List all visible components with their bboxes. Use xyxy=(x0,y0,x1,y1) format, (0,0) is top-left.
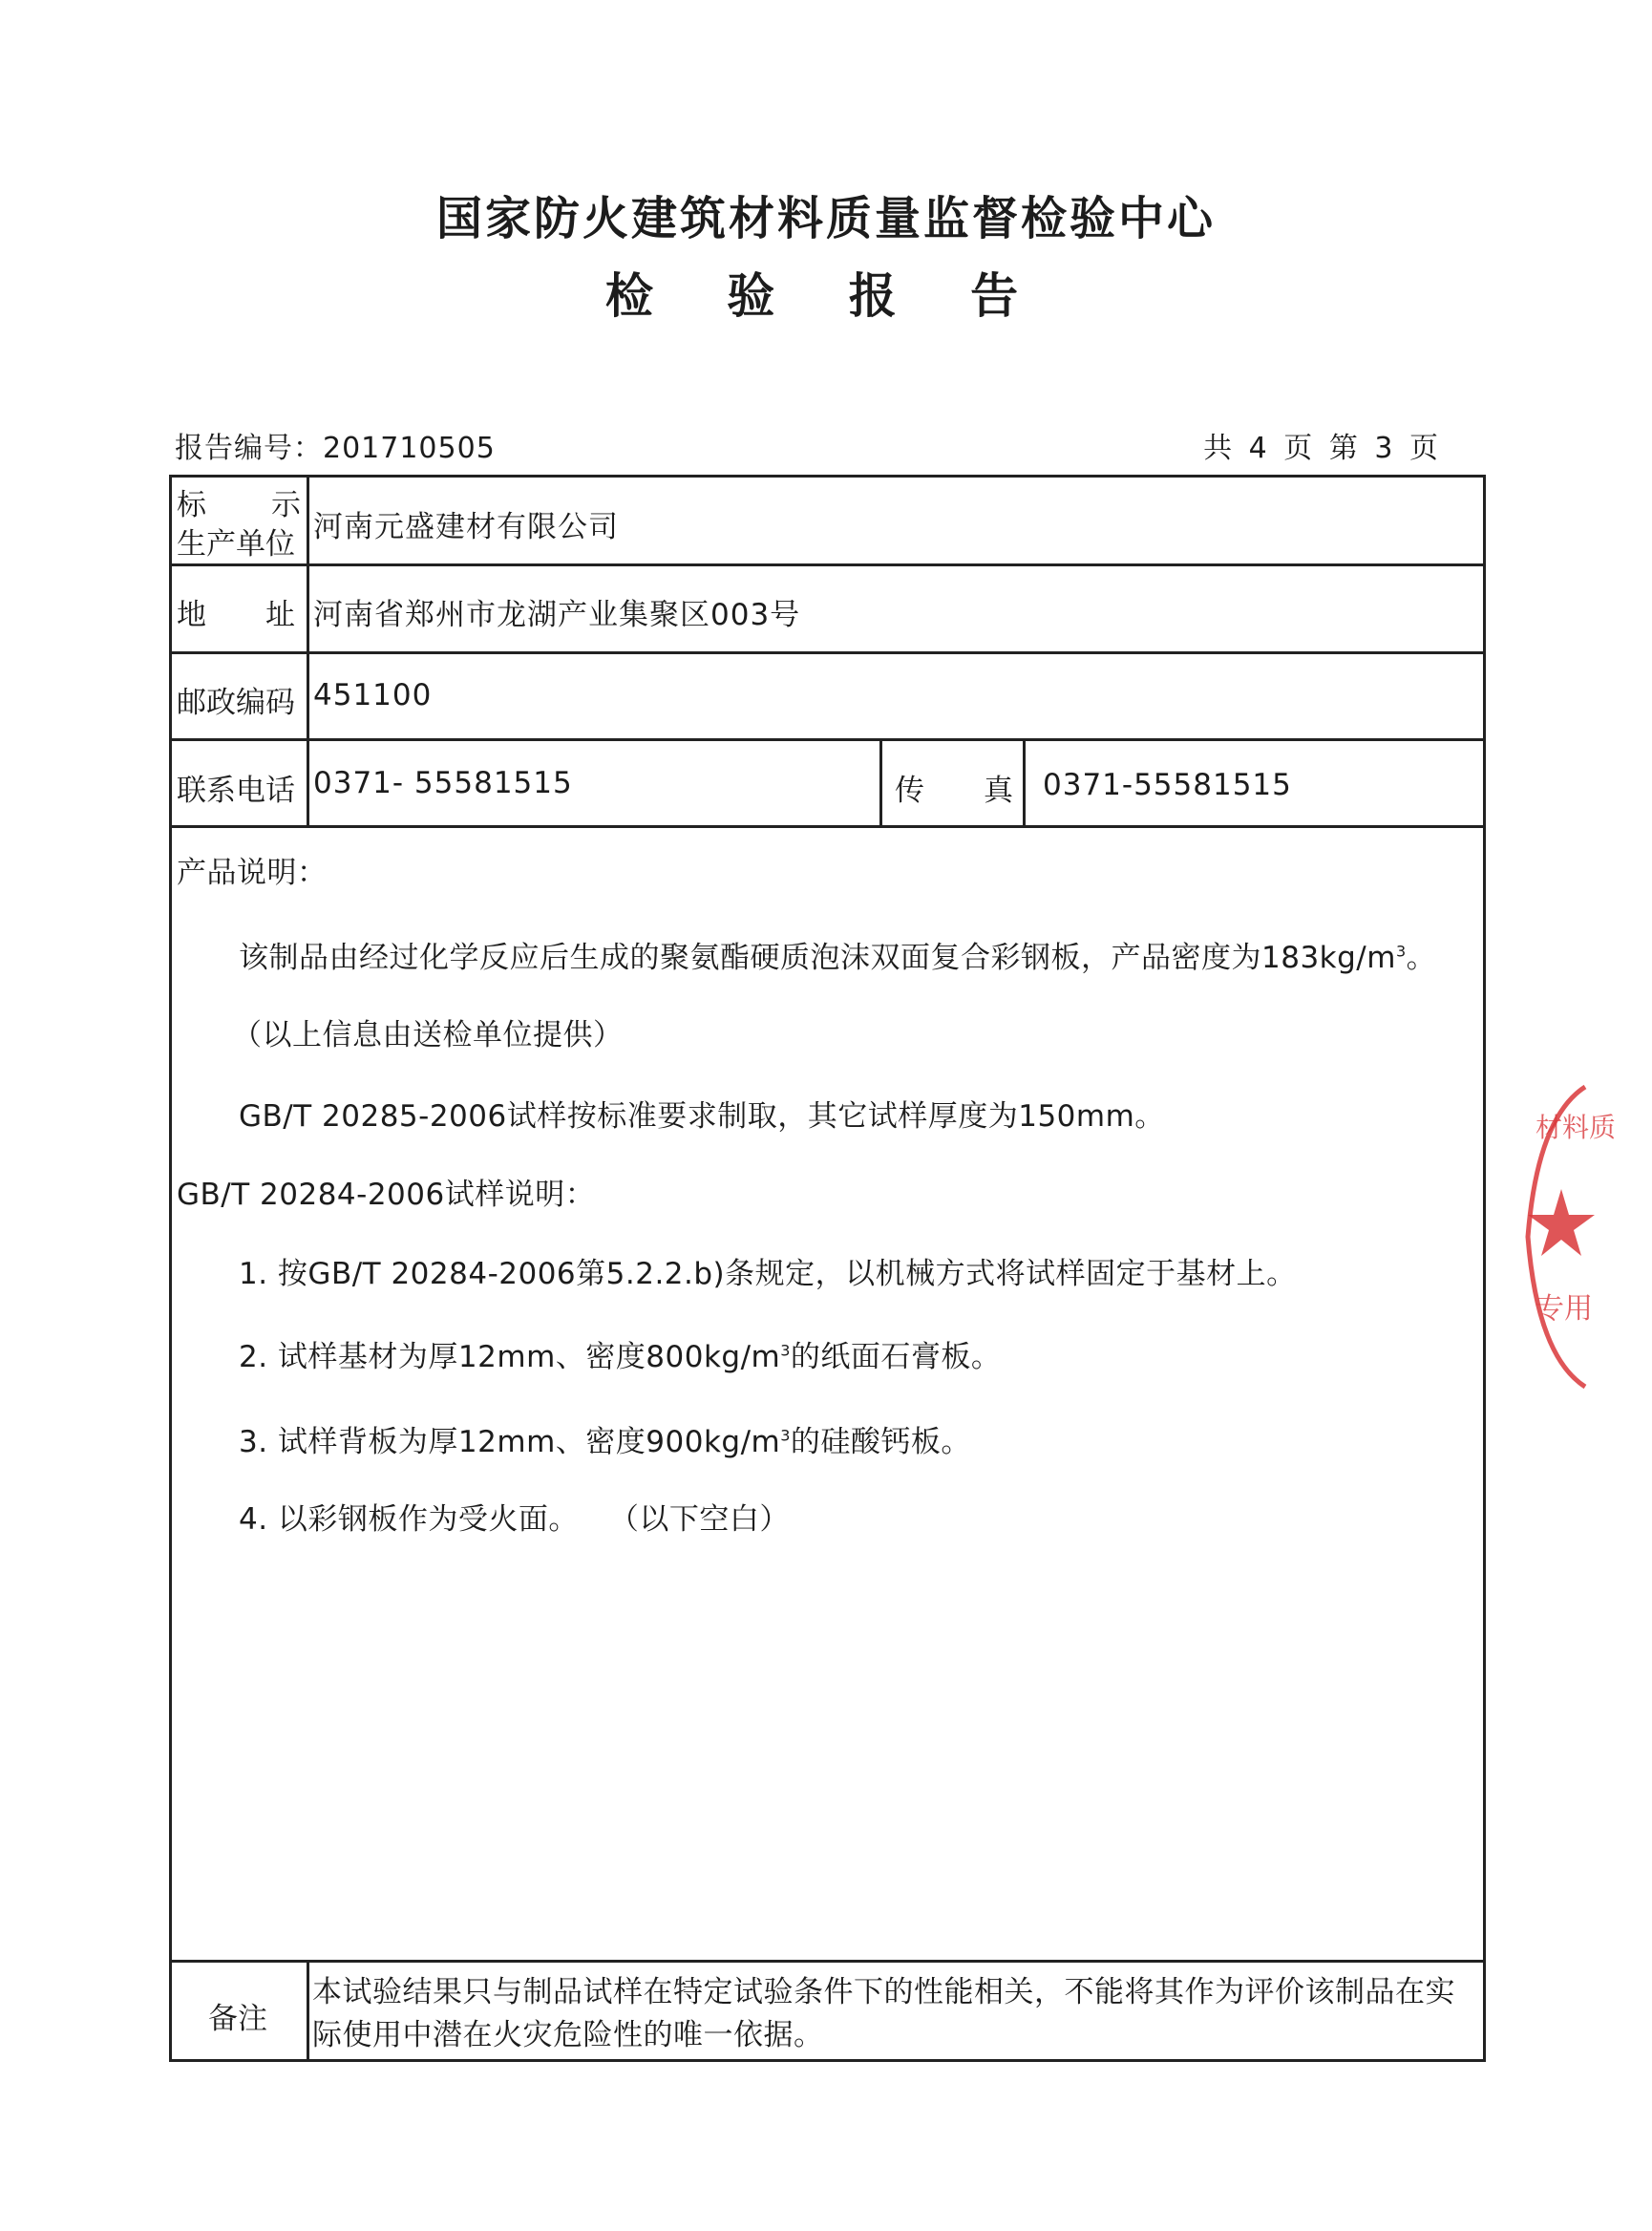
sample-note-1: 1. 按GB/T 20284-2006第5.2.2.b)条规定，以机械方式将试样固定于基材上。 xyxy=(239,1257,1297,1291)
postcode-value: 451100 xyxy=(313,678,433,712)
product-heading: 产品说明： xyxy=(177,856,328,890)
sample-notes-heading: GB/T 20284-2006试样说明： xyxy=(177,1178,596,1212)
table-divider xyxy=(169,738,1486,741)
product-line-3: GB/T 20285-2006试样按标准要求制取，其它试样厚度为150mm。 xyxy=(239,1099,1165,1134)
sample-note-2: 2. 试样基材为厚12mm、密度$800kg/m^3$的纸面石膏板。 xyxy=(239,1340,1002,1374)
table-divider xyxy=(169,825,1486,828)
sample-note-4: 4. 以彩钢板作为受火面。 （以下空白） xyxy=(239,1502,790,1537)
manufacturer-value: 河南元盛建材有限公司 xyxy=(313,510,619,544)
address-value: 河南省郑州市龙湖产业集聚区003号 xyxy=(313,598,801,632)
fax-value: 0371-55581515 xyxy=(1043,768,1292,802)
seal-text-top: 材料质 xyxy=(1536,1112,1617,1143)
label-column-divider xyxy=(307,475,309,825)
product-line-1: 该制品由经过化学反应后生成的聚氨酯硬质泡沫双面复合彩钢板，产品密度为$183kg/m^3$。 xyxy=(239,941,1437,975)
manufacturer-label-line2: 生产单位 xyxy=(177,527,295,562)
phone-label: 联系电话 xyxy=(177,774,295,808)
table-divider xyxy=(169,563,1486,566)
table-divider xyxy=(169,1960,1486,1963)
manufacturer-label-line1: 标 示 xyxy=(177,488,301,522)
remark-column-divider xyxy=(307,1960,309,2062)
postcode-label: 邮政编码 xyxy=(177,686,295,720)
address-label: 地 址 xyxy=(177,598,295,632)
fax-column-divider xyxy=(879,738,882,825)
fax-label: 传 真 xyxy=(895,774,1013,808)
phone-value: 0371- 55581515 xyxy=(313,766,573,800)
report-number: 报告编号：201710505 xyxy=(175,432,496,465)
document-title: 检 验 报 告 xyxy=(604,268,1048,324)
remarks-text: 本试验结果只与制品试样在特定试验条件下的性能相关，不能将其作为评价该制品在实际使用中潜在火灾危险性的唯一依据。 xyxy=(312,1975,1455,2052)
sample-note-3: 3. 试样背板为厚12mm、密度$900kg/m^3$的硅酸钙板。 xyxy=(239,1425,971,1459)
fax-value-divider xyxy=(1023,738,1026,825)
organization-title: 国家防火建筑材料质量监督检验中心 xyxy=(435,192,1216,245)
page-count: 共 4 页 第 3 页 xyxy=(1203,432,1442,465)
seal-text-bottom: 专用 xyxy=(1536,1292,1593,1326)
table-divider xyxy=(169,651,1486,654)
seal-star-icon xyxy=(1528,1189,1595,1256)
official-seal-stamp xyxy=(1518,1079,1617,1394)
product-line-2: （以上信息由送检单位提供） xyxy=(232,1018,624,1052)
remarks-label: 备注 xyxy=(208,2002,267,2036)
